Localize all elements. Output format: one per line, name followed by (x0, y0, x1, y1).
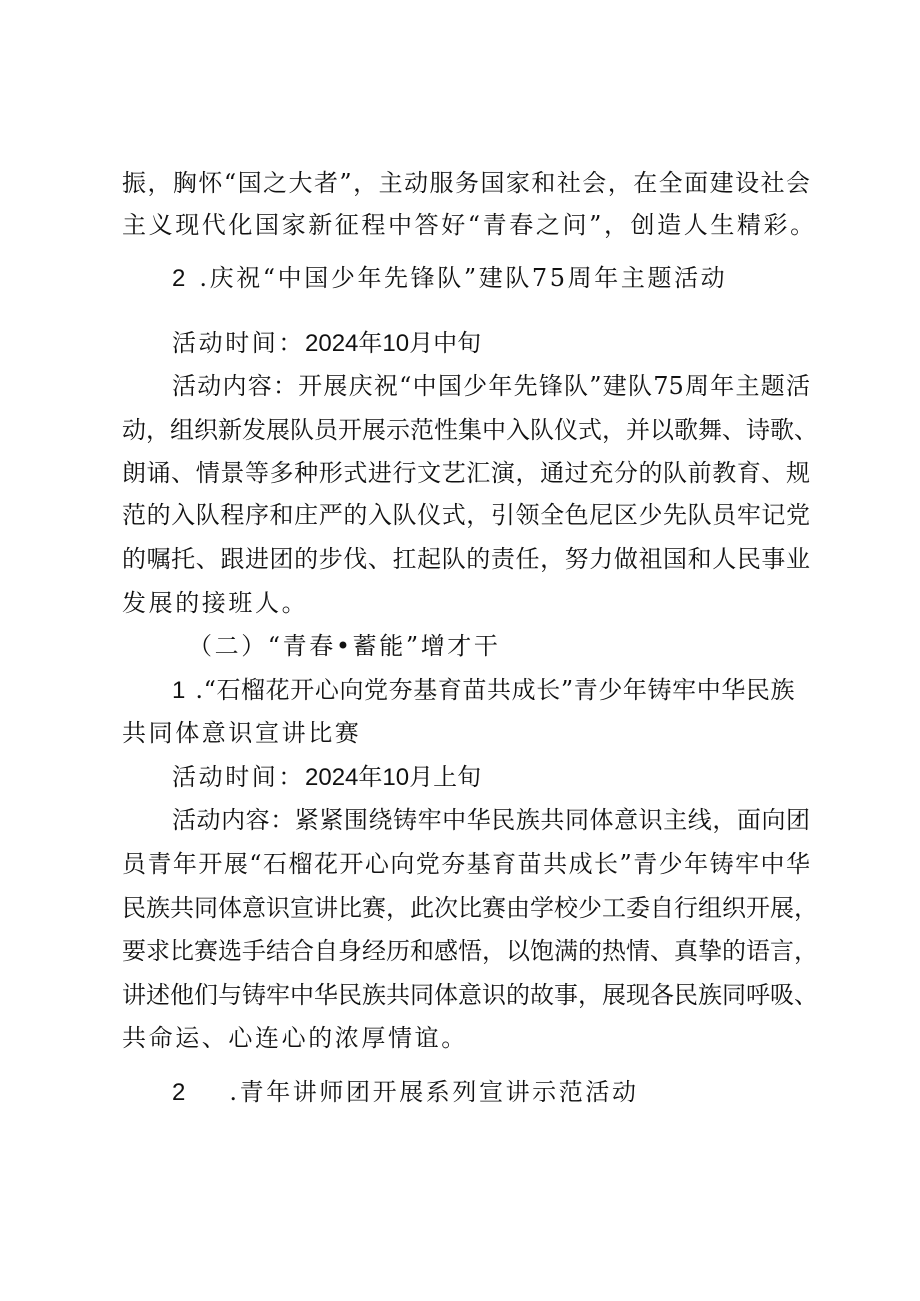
heading-number: 1 (172, 677, 186, 704)
activity-content-line: 员青年开展“石榴花开心向党夯基育苗共成长”青少年铸牢中华 (122, 850, 810, 878)
activity-content-line: 范的入队程序和庄严的入队仪式，引领全色尼区少先队员牢记党 (122, 501, 810, 529)
section-heading: （二）“青春•蓄能”增才干 (188, 632, 501, 660)
activity-content-line: 民族共同体意识宣讲比赛，此次比赛由学校少工委自行组织开展， (122, 894, 818, 922)
activity-time (172, 760, 481, 795)
heading-text: .庆祝“中国少年先锋队”建队75周年主题活动 (199, 264, 728, 292)
heading-number: 2 (172, 1079, 186, 1106)
activity-content-line: 的嘱托、跟进团的步伐、扛起队的责任，努力做祖国和人民事业 (122, 545, 810, 573)
heading-text: .“石榴花开心向党夯基育苗共成长”青少年铸牢中华民族 (195, 676, 796, 704)
numbered-heading (172, 261, 727, 296)
heading-text-continued: 共同体意识宣讲比赛 (122, 719, 362, 747)
activity-time-label: 活动时间： (172, 329, 305, 357)
activity-time-label: 活动时间： (172, 763, 305, 791)
body-text-line: 振，胸怀“国之大者”，主动服务国家和社会，在全面建设社会 (122, 169, 810, 197)
activity-content-line: 朗诵、情景等多种形式进行文艺汇演，通过充分的队前教育、规 (122, 459, 810, 487)
numbered-heading (172, 1075, 639, 1110)
activity-content-line: 活动内容：紧紧围绕铸牢中华民族共同体意识主线，面向团 (172, 806, 810, 834)
activity-time-value: 2024年10月上旬 (305, 764, 482, 791)
heading-text: .青年讲师团开展系列宣讲示范活动 (229, 1078, 639, 1106)
activity-content-line: 发展的接班人。 (122, 589, 309, 617)
body-text-line: 主义现代化国家新征程中答好“青春之问”，创造人生精彩。 (122, 211, 817, 239)
activity-content-line: 要求比赛选手结合自身经历和感悟，以饱满的热情、真挚的语言， (122, 937, 818, 965)
activity-time (172, 326, 481, 361)
numbered-heading (172, 673, 810, 708)
activity-content-line: 动，组织新发展队员开展示范性集中入队仪式，并以歌舞、诗歌、 (122, 416, 818, 444)
heading-number: 2 (172, 265, 186, 292)
activity-content-line: 活动内容：开展庆祝“中国少年先锋队”建队75周年主题活 (172, 372, 810, 400)
activity-content-line: 讲述他们与铸牢中华民族共同体意识的故事，展现各民族同呼吸、 (122, 981, 818, 1009)
activity-content-line: 共命运、心连心的浓厚情谊。 (122, 1024, 468, 1052)
activity-time-value: 2024年10月中旬 (305, 330, 482, 357)
